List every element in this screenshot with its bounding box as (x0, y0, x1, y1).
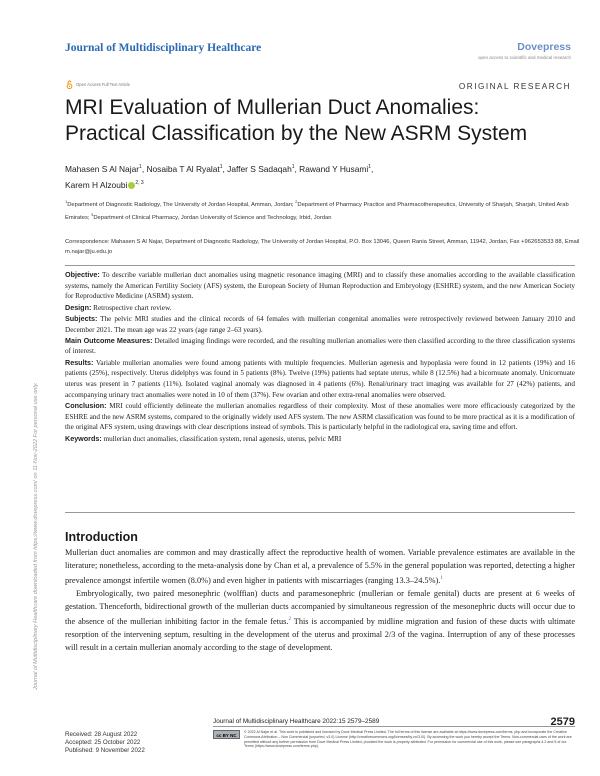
introduction-body (65, 546, 575, 654)
author[interactable]: Mahasen S Al Najar$^1$ (65, 163, 142, 174)
journal-title[interactable]: Journal of Multidisciplinary Healthcare (65, 42, 262, 54)
publisher-tagline: open access to scientific and medical research (477, 55, 571, 60)
download-side-note (20, 160, 46, 690)
author[interactable]: Rawand Y Husami$^1$ (299, 163, 372, 174)
abstract-subjects: Subjects: The pelvic MRI studies and the clinical records of 64 females with mullerian congenital anomalies were retrospectively reviewed between January 2010 and December 2021. The mean age was 22 years (age range 2–63 years). (65, 313, 575, 334)
received-date: Received: 28 August 2022 (65, 731, 138, 738)
abstract-results: Results: Variable mullerian anomalies were found among patients with multiple frequencies. Mullerian agenesis and hypoplasia were found in 12 patients (19%) and 16 patients (25%), respectively. Uterus didelphys was found in 5 patients (8%). Twelve (19%) patients had septate uterus, while 8 (12.5%) had a bicornuate anomaly. Unicornuate uterus was present in 7 patients (11%). Isolated vaginal anomaly was diagnosed in 4 patients (6%). Renal/urinary tract imaging was available for 27 (42%) patients, and accompanying urinary tract anomalies were noted in 10 of them (37%). Few ovarian and other extra-renal anomalies were observed. (65, 357, 575, 399)
correspondence: Correspondence: Mahasen S Al Najar, Department of Diagnostic Radiology, The University of Jordan Hospital, P.O. Box 13046, Queen Rania Street, Amman, 11942, Jordan, Fax +962653533 88, Email m.najar@ju.edu.jo (65, 239, 580, 255)
reference-link[interactable]: 2 (288, 616, 291, 622)
abstract-bottom-rule (65, 512, 575, 513)
author-list: Mahasen S Al Najar$^1$, Nosaiba T Al Ryalat$^1$, Jaffer S Sadaqah$^1$, Rawand Y Husami$^1$, Karem H Alzoubi $^{2, 3}$ (65, 163, 374, 190)
abstract-design: Design: Retrospective chart review. (65, 302, 172, 312)
page-number: 2579 (550, 716, 575, 728)
license-text: © 2022 Al Najar et al. This work is published and licensed by Dove Medical Press Limited. The full terms of this license are available at https://www.dovepress.com/terms. php and incorporate the Creative Commons Attribution – Non Commercial (unported, v3.0) License (http://creativecommons.org/licenses/by-nc/3.0/). By accessing the work you hereby accept the Terms. Non-commercial uses of the work are permitted without any further permission from Dove Medical Press Limited, provided the work is properly attributed. For permission for commercial use of this work, please see paragraphs 4.2 and 5 of our Terms (https://www.dovepress.com/terms.php). (244, 730, 572, 749)
author[interactable]: Nosaiba T Al Ryalat$^1$ (146, 163, 223, 174)
paragraph: Embryologically, two paired mesonephric (wolffian) ducts and paramesonephric (mullerian or female genital) ducts are present at 6 weeks of gestation. Thenceforth, bidirectional growth of the mullerian ducts accompanied by simultaneous regression of the mesonephric ducts will occur due to the absence of the mullerian inhibiting factor in the female fetus.$^2$ This is accompanied by midline migration and fusion of these ducts with ultimate resorption of the intervening septum, resulting in the development of the uterus and proximal 2/3 of the vagina. Interruption of any of these processes will result in a certain mullerian anomaly according to the stage of development. (65, 588, 576, 652)
open-access-badge (66, 80, 130, 89)
creative-commons-badge[interactable]: cc BY NC (213, 730, 240, 739)
footer-citation[interactable]: Journal of Multidisciplinary Healthcare 2022:15 2579–2589 (213, 718, 380, 725)
download-side-note-text: Journal of Multidisciplinary Healthcare downloaded from https://www.dovepress.com/ on 11-Nov-2022 For personal use only. (33, 382, 39, 690)
open-access-label: Open Access Full Text Article (76, 82, 130, 87)
publisher-logo[interactable]: Dovepress (517, 41, 571, 53)
reference-link[interactable]: 1 (440, 576, 443, 581)
accepted-date: Accepted: 25 October 2022 (65, 738, 141, 746)
footer-rule (213, 726, 575, 727)
publication-dates (65, 731, 145, 754)
published-date: Published: 9 November 2022 (65, 746, 145, 754)
abstract-objective: Objective: To describe variable mullerian duct anomalies using magnetic resonance imaging (MRI) and to classify these anomalies according to the available classification systems, namely the American Fertility Society (AFS) system, the European Society of Human Reproduction and Embryology (ESHRE) system, and the new American Society for Reproductive Medicine (ASRM) system. (65, 270, 575, 301)
abstract-outcome: Main Outcome Measures: Detailed imaging findings were recorded, and the resulting mullerian anomalies were then classified according to the three classification systems of interest. (65, 335, 576, 356)
license-block (213, 730, 575, 749)
affiliations: $^1$Department of Diagnostic Radiology, The University of Jordan Hospital, Amman, Jordan; $^2$Department of Pharmacy Practice and Pharmacotherapeutics, University of Sharjah, Sharjah, United Arab Emirates; $^3$Department of Clinical Pharmacy, Jordan University of Science and Technology, Irbid, Jordan (65, 199, 569, 222)
author[interactable]: Karem H Alzoubi $^{2, 3}$ (65, 179, 144, 190)
open-access-lock-icon (66, 80, 73, 89)
article-title-line-1: MRI Evaluation of Mullerian Duct Anomalies: (65, 96, 480, 119)
article-type: ORIGINAL RESEARCH (458, 82, 571, 91)
abstract (65, 270, 575, 445)
article-title-line-2: Practical Classification by the New ASRM System (65, 122, 528, 145)
abstract-keywords: Keywords: mullerian duct anomalies, classification system, renal agenesis, uterus, pelvic MRI (65, 433, 342, 443)
section-heading-introduction: Introduction (65, 530, 138, 544)
abstract-top-rule (65, 265, 575, 266)
article-title (65, 95, 575, 147)
author[interactable]: Jaffer S Sadaqah$^1$ (227, 163, 295, 174)
paragraph: Mullerian duct anomalies are common and may drastically affect the reproductive health of women. Variable prevalence estimates are available in the literature; nonetheless, according to the meta-analysis done by Chan et al, a prevalence of 5.5% in the general population was reported, detecting a higher prevalence amongst infertile women (8.0%) and even higher in patients with miscarriages (ranging 13.3–24.5%).$^1$ (65, 548, 575, 585)
abstract-conclusion: Conclusion: MRI could efficiently delineate the mullerian anomalies regardless of their complexity. Most of these anomalies were more efficaciously categorized by the ESHRE and the new ASRM systems, compared to the originally widely used AFS system. The new ASRM classification was found to be more practical as it is a modification of the original AFS system, using drawings with clear descriptions instead of symbols. This is particularly helpful in the radiological era, saving time and effort. (65, 400, 575, 432)
